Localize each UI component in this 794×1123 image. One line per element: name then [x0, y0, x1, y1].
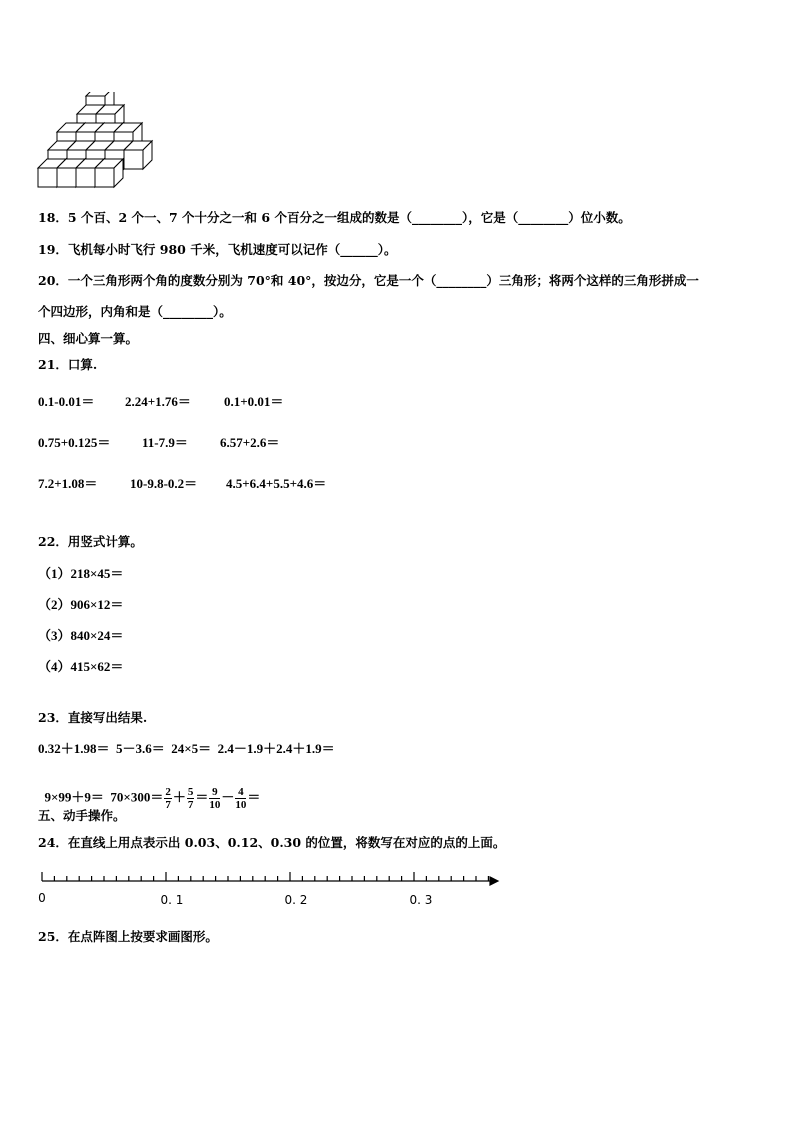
number-line-label: 0. 2 [284, 893, 308, 907]
fraction: $\frac{4}{10}$ [235, 786, 247, 811]
q21-item: 11-7.9＝ [142, 435, 188, 450]
q21-item: 10-9.8-0.2＝ [130, 476, 198, 491]
q21-item: 4.5+6.4+5.5+4.6＝ [226, 476, 327, 491]
number-line-label: 0 [38, 891, 46, 905]
q22-item: （1）218×45＝ [38, 566, 124, 581]
question-18: 18．5 个百、2 个一、7 个十分之一和 6 个百分之一组成的数是（________），它是（________）位小数。 [38, 210, 631, 225]
number-line [36, 866, 506, 916]
question-22: 22．用竖式计算。 [38, 534, 143, 549]
cube-face [38, 168, 57, 187]
question-20-line1: 20．一个三角形两个角的度数分别为 70°和 40°，按边分，它是一个（________）三角形；将两个这样的三角形拼成一 [38, 273, 699, 288]
q21-item: 0.1-0.01＝ [38, 394, 95, 409]
q23-row2-text: 9×99＋9＝ 70×300＝ [44, 789, 164, 805]
section-5-heading: 五、动手操作。 [38, 808, 126, 823]
question-23: 23．直接写出结果. [38, 710, 148, 725]
q23-row2: 9×99＋9＝ 70×300＝ $\frac{2}{7}$ ＋ $\frac{5}{7}$ ＝ $\frac{9}{10}$ － $\frac{4}{10}$ ＝ [44, 786, 261, 811]
q21-item: 7.2+1.08＝ [38, 476, 98, 491]
cube-face [124, 150, 143, 169]
cube-face [57, 168, 76, 187]
question-19: 19．飞机每小时飞行 980 千米，飞机速度可以记作（______）。 [38, 242, 397, 257]
q21-item: 6.57+2.6＝ [220, 435, 280, 450]
cube-face [95, 168, 114, 187]
q22-item: （4）415×62＝ [38, 659, 124, 674]
number-line-label: 0. 3 [409, 893, 433, 907]
q23-row1: 0.32＋1.98＝ 5－3.6＝ 24×5＝ 2.4－1.9＋2.4＋1.9＝ [38, 741, 335, 756]
question-20-line2: 个四边形，内角和是（________）。 [38, 304, 232, 319]
question-24: 24．在直线上用点表示出 0.03、0.12、0.30 的位置，将数写在对应的点的上面。 [38, 835, 506, 850]
q22-item: （3）840×24＝ [38, 628, 124, 643]
number-line-label: 0. 1 [160, 893, 184, 907]
arrow-head [490, 877, 498, 885]
fraction: $\frac{9}{10}$ [209, 786, 221, 811]
fraction: $\frac{2}{7}$ [165, 786, 171, 811]
q21-item: 0.1+0.01＝ [224, 394, 284, 409]
q21-item: 0.75+0.125＝ [38, 435, 111, 450]
q21-item: 2.24+1.76＝ [125, 394, 191, 409]
cube-face [76, 168, 95, 187]
section-4-heading: 四、细心算一算。 [38, 331, 139, 346]
fraction: $\frac{5}{7}$ [187, 786, 194, 811]
q22-item: （2）906×12＝ [38, 597, 124, 612]
question-21: 21．口算. [38, 357, 98, 372]
cube-stack-figure [34, 92, 164, 192]
question-25: 25．在点阵图上按要求画图形。 [38, 929, 218, 944]
